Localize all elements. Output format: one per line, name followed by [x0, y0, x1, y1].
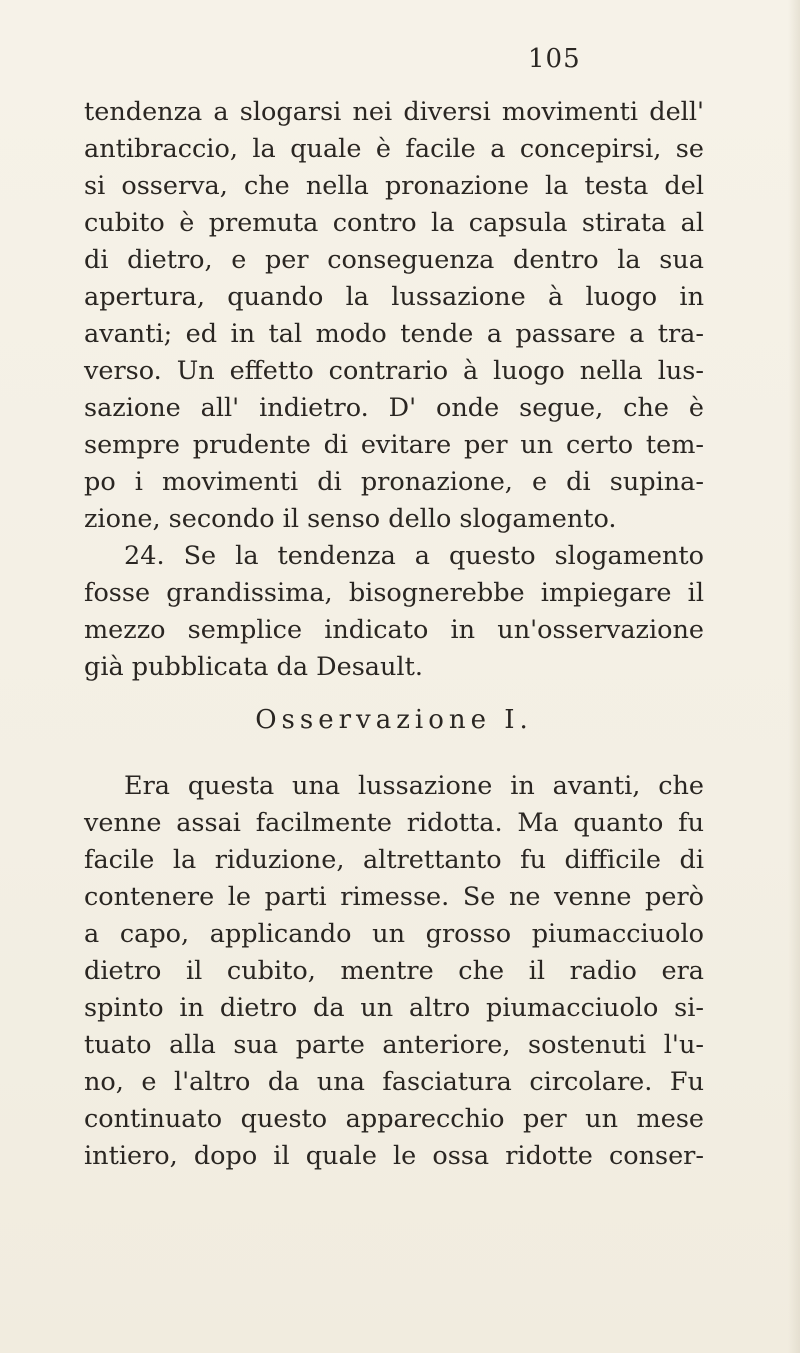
page-edge-shadow: [788, 0, 800, 1353]
text-line: continuato questo apparecchio per un mese: [84, 1104, 704, 1134]
text-line: apertura, quando la lussazione à luogo in: [84, 282, 704, 312]
text-line: zione, secondo il senso dello slogamento.: [84, 504, 617, 534]
text-line: spinto in dietro da un altro piumacciuolo si-: [84, 993, 704, 1023]
text-line: po i movimenti di pronazione, e di supina-: [84, 467, 704, 497]
text-line: già pubblicata da Desault.: [84, 652, 423, 682]
text-line: verso. Un effetto contrario à luogo nella lus-: [84, 356, 704, 386]
text-line: sazione all' indietro. D' onde segue, che è: [84, 393, 704, 423]
text-line: tuato alla sua parte anteriore, sostenuti l'u-: [84, 1030, 704, 1060]
text-line: tendenza a slogarsi nei diversi movimenti dell': [84, 97, 704, 127]
text-line: antibraccio, la quale è facile a concepirsi, se: [84, 134, 704, 164]
text-line: di dietro, e per conseguenza dentro la sua: [84, 245, 704, 275]
text-line: fosse grandissima, bisognerebbe impiegare il: [84, 578, 704, 608]
page-number: 105: [528, 44, 581, 74]
text-line: a capo, applicando un grosso piumacciuolo: [84, 919, 704, 949]
text-line: intiero, dopo il quale le ossa ridotte conser-: [84, 1141, 704, 1171]
section-heading: Osservazione I.: [255, 705, 533, 735]
paragraph-start-line: 24. Se la tendenza a questo slogamento: [124, 541, 704, 571]
text-line: mezzo semplice indicato in un'osservazione: [84, 615, 704, 645]
text-line: avanti; ed in tal modo tende a passare a tra-: [84, 319, 704, 349]
text-line: si osserva, che nella pronazione la testa del: [84, 171, 704, 201]
text-line: no, e l'altro da una fasciatura circolare. Fu: [84, 1067, 704, 1097]
text-line: sempre prudente di evitare per un certo tem-: [84, 430, 704, 460]
text-line: cubito è premuta contro la capsula stirata al: [84, 208, 704, 238]
text-line: contenere le parti rimesse. Se ne venne però: [84, 882, 704, 912]
paragraph-start-line: Era questa una lussazione in avanti, che: [124, 771, 704, 801]
text-line: venne assai facilmente ridotta. Ma quanto fu: [84, 808, 704, 838]
text-line: dietro il cubito, mentre che il radio era: [84, 956, 704, 986]
text-line: facile la riduzione, altrettanto fu difficile di: [84, 845, 704, 875]
